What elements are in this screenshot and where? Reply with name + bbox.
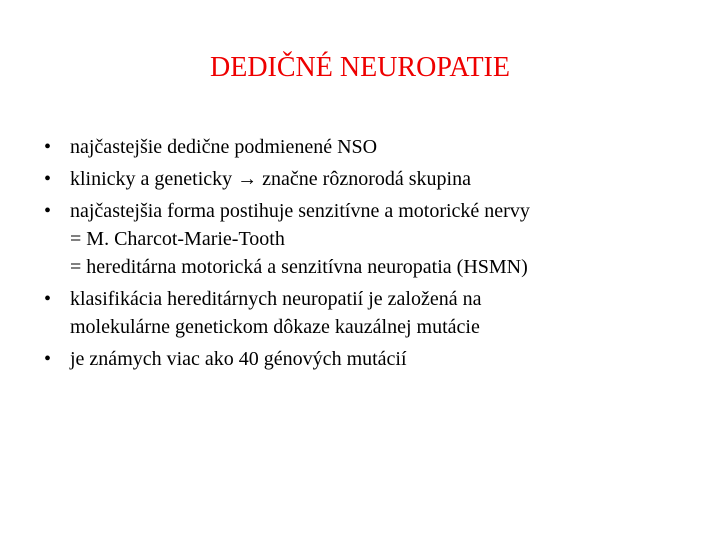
bullet-item-5: [44, 345, 704, 373]
bullet-subline: = M. Charcot-Marie-Tooth: [70, 228, 285, 250]
bullet-icon: •: [44, 136, 52, 158]
bullet-text: najčastejšia forma postihuje senzitívne a motorické nervy: [70, 200, 530, 222]
bullet-text: klasifikácia hereditárnych neuropatií je založená na: [70, 288, 482, 310]
bullet-item-3: [44, 197, 704, 281]
bullet-item-4: [44, 285, 704, 341]
bullet-icon: •: [44, 200, 52, 222]
bullet-subline: = hereditárna motorická a senzitívna neuropatia (HSMN): [70, 256, 528, 278]
bullet-icon: •: [44, 348, 52, 370]
bullet-text-continuation: molekulárne genetickom dôkaze kauzálnej mutácie: [70, 316, 480, 338]
bullet-text: je známych viac ako 40 génových mutácií: [70, 348, 407, 370]
bullet-text: klinicky a geneticky → značne rôznorodá skupina: [70, 168, 471, 190]
bullet-icon: •: [44, 288, 52, 310]
bullet-item-2: [44, 165, 704, 193]
slide-title: DEDIČNÉ NEUROPATIE: [210, 52, 510, 83]
bullet-text: najčastejšie dedične podmienené NSO: [70, 136, 378, 158]
bullet-icon: •: [44, 168, 52, 190]
bullet-list: [44, 133, 704, 377]
bullet-item-1: [44, 133, 704, 161]
